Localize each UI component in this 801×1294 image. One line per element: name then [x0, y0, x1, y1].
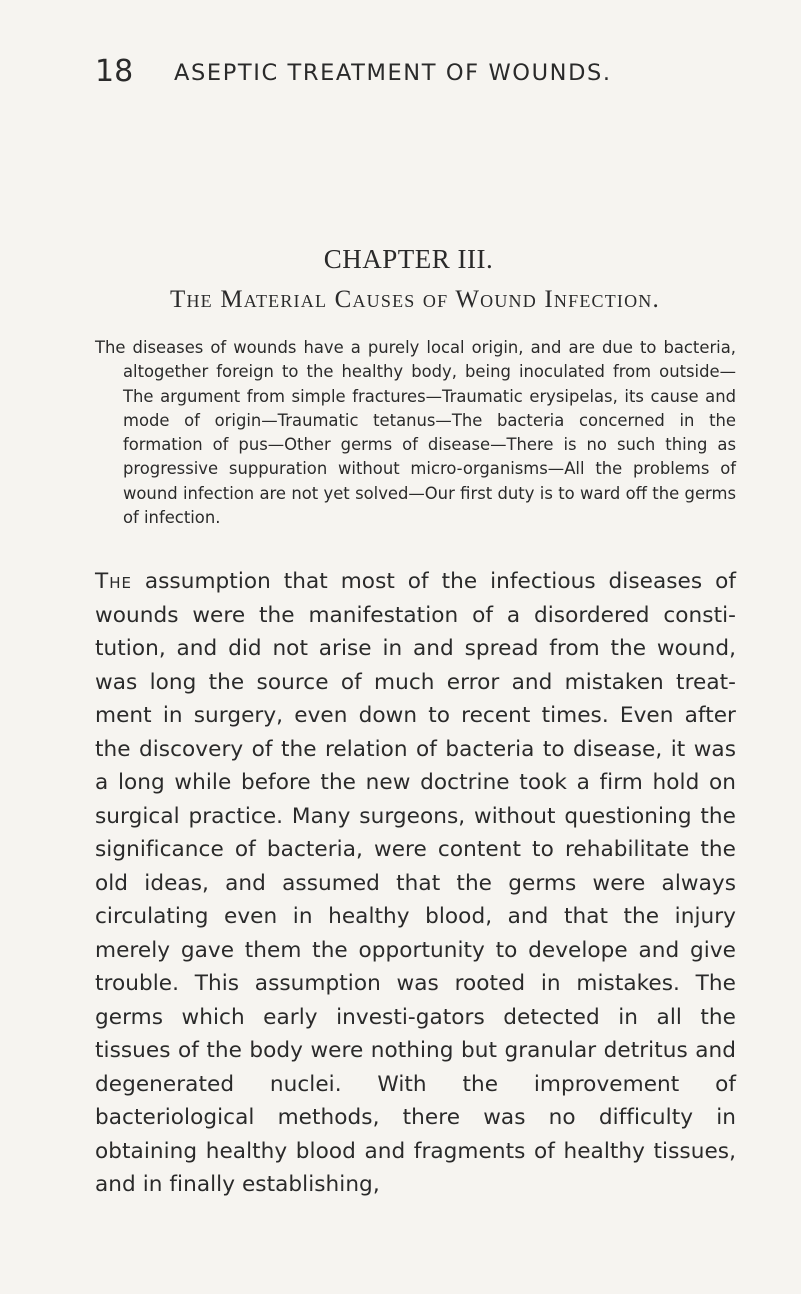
- body-paragraph-text: assumption that most of the infectious diseases of wounds were the manifestation of a disordered consti-tution, and did not arise in and spread from the wound, was long the source of much error and mistaken treat-ment in surgery, even down to recent times. Even after the discovery of the relation of bacteria to disease, it was a long while before the new doctrine took a firm hold on surgical practice. Many surgeons, without questioning the significance of bacteria, were content to rehabilitate the old ideas, and assumed that the germs were always circulating even in healthy blood, and that the injury merely gave them the opportunity to develope and give trouble. This assumption was rooted in mistakes. The germs which early investi-gators detected in all the tissues of the body were nothing but granular detritus and degenerated nuclei. With the improvement of bacteriological methods, there was no difficulty in obtaining healthy blood and fragments of healthy tissues, and in finally establishing,: [95, 569, 736, 1197]
- body-paragraph: [95, 565, 736, 1202]
- chapter-label: CHAPTER III.: [323, 244, 494, 274]
- page-number: 18: [95, 54, 134, 89]
- chapter-summary: The diseases of wounds have a purely local origin, and are due to bacteria, altogether foreign to the healthy body, being inoculated from outside—The argument from simple fractures—Traumatic erysipelas, its cause and mode of origin—Traumatic tetanus—The bacteria concerned in the formation of pus—Other germs of disease—There is no such thing as progressive suppuration without micro-organisms—All the problems of wound infection are not yet solved—Our first duty is to ward off the germs of infection.: [95, 338, 736, 528]
- running-title: ASEPTIC TREATMENT OF WOUNDS.: [174, 60, 612, 86]
- chapter-title: The Material Causes of Wound Infection.: [170, 286, 660, 313]
- running-head: [95, 54, 735, 94]
- lead-word: The: [95, 569, 132, 594]
